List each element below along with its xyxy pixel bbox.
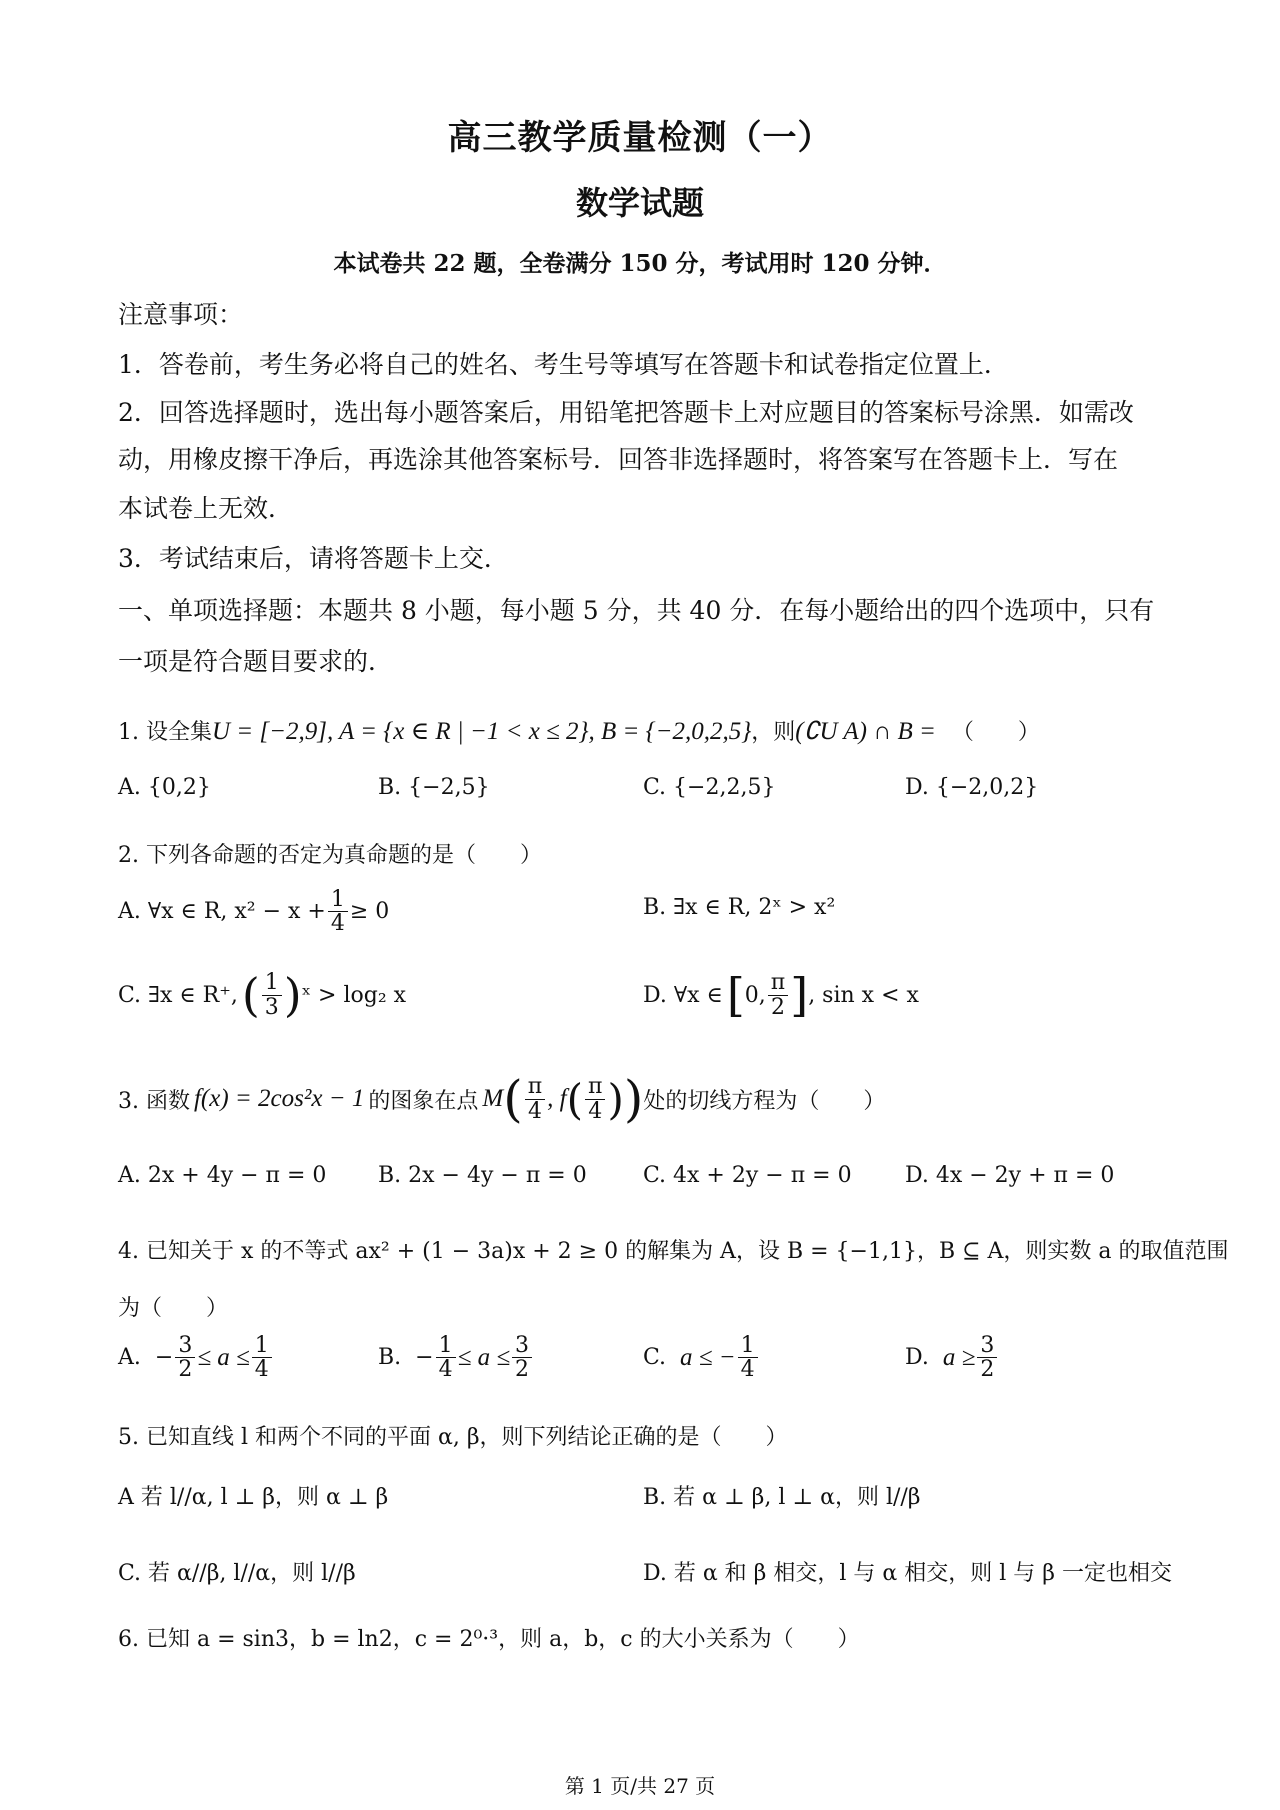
- right-paren: ): [623, 1070, 644, 1128]
- question-1-stem-text-2: ，则: [751, 720, 796, 745]
- question-5-stem: 5. 已知直线 l 和两个不同的平面 α, β，则下列结论正确的是（ ）: [118, 1425, 788, 1450]
- question-1-stem: [118, 715, 1040, 746]
- question-1-option-d: D. {−2,0,2}: [905, 775, 1039, 800]
- fraction-denominator: 2: [980, 1357, 995, 1383]
- left-paren: (: [241, 968, 260, 1022]
- fraction: [585, 1075, 605, 1122]
- option-label: D.: [905, 1345, 943, 1371]
- option-label: C.: [643, 1345, 681, 1371]
- left-paren: (: [566, 1074, 584, 1124]
- notice-item-1: 1．答卷前，考生务必将自己的姓名、考生号等填写在答题卡和试卷指定位置上．: [118, 350, 1009, 379]
- question-3-math: f(x) = 2cos²x − 1: [193, 1085, 365, 1112]
- option-d-text-2: , sin x < x: [808, 982, 919, 1008]
- fraction-numerator: 1: [252, 1334, 272, 1358]
- question-1-option-b: B. {−2,5}: [378, 775, 490, 800]
- option-c-text-2: ˣ > log₂ x: [301, 982, 407, 1008]
- fraction-denominator: 2: [178, 1357, 193, 1383]
- notice-item-3: 3．考试结束后，请将答题卡上交．: [118, 544, 509, 573]
- inequality-left: a ≥: [942, 1343, 976, 1371]
- question-2-option-a: [118, 888, 389, 935]
- fraction: [262, 971, 282, 1018]
- exam-info: 本试卷共 22 题，全卷满分 150 分，考试用时 120 分钟．: [333, 250, 947, 277]
- fraction-denominator: 4: [330, 911, 345, 937]
- fraction: [512, 1334, 532, 1381]
- fraction-numerator: 3: [977, 1334, 997, 1358]
- fraction-numerator: π: [525, 1075, 545, 1099]
- fraction-numerator: 1: [328, 888, 348, 912]
- left-paren: (: [503, 1070, 523, 1128]
- fraction-denominator: 4: [527, 1098, 542, 1124]
- fraction-numerator: 1: [738, 1334, 758, 1358]
- option-d-text: D. ∀x ∈: [643, 982, 723, 1008]
- question-4-stem-line-2: 为（ ）: [118, 1296, 229, 1321]
- fraction: [436, 1334, 456, 1381]
- right-paren: ): [283, 968, 302, 1022]
- exam-subtitle: 数学试题: [575, 184, 704, 222]
- question-1-stem-text: 1. 设全集: [118, 720, 212, 745]
- fraction-denominator: 2: [771, 994, 785, 1020]
- fraction-denominator: 3: [264, 994, 279, 1020]
- question-1-option-a: A. {0,2}: [118, 775, 211, 800]
- fraction-numerator: 3: [512, 1334, 532, 1358]
- question-2-option-d: [643, 968, 919, 1022]
- question-4-option-b: [378, 1334, 534, 1381]
- section-1-heading-line-1: 一、单项选择题：本题共 8 小题，每小题 5 分，共 40 分．在每小题给出的四个选项中，只有: [118, 596, 1155, 625]
- notice-item-2-line-1: 2．回答选择题时，选出每小题答案后，用铅笔把答题卡上对应题目的答案标号涂黑．如需改: [118, 398, 1134, 427]
- inequality-left: a ≤ −: [680, 1343, 736, 1371]
- question-3-stem-text-2: 的图象在点: [368, 1088, 479, 1114]
- question-1-math-2: (∁U A) ∩ B =: [795, 718, 936, 745]
- fraction-denominator: 4: [588, 1098, 603, 1124]
- notice-heading: 注意事项：: [118, 300, 244, 329]
- fraction-numerator: π: [585, 1075, 605, 1099]
- left-bracket: [: [726, 968, 745, 1022]
- page-footer: 第 1 页/共 27 页: [564, 1774, 716, 1798]
- question-3-stem-text: 3. 函数: [118, 1088, 190, 1114]
- option-a-text: A. ∀x ∈ R, x² − x +: [118, 899, 326, 925]
- question-4-option-c: [643, 1334, 760, 1381]
- question-2-option-c: [118, 968, 406, 1022]
- question-6-stem: 6. 已知 a = sin3，b = ln2，c = 2⁰·³，则 a，b，c 的大小关系为（ ）: [118, 1627, 860, 1652]
- function-f: , f: [547, 1085, 567, 1112]
- fraction-numerator: 3: [175, 1334, 195, 1358]
- fraction-numerator: 1: [436, 1334, 456, 1358]
- fraction: [252, 1334, 272, 1381]
- question-3-option-c: C. 4x + 2y − π = 0: [643, 1163, 852, 1188]
- question-3-stem: [118, 1070, 885, 1128]
- fraction-denominator: 4: [254, 1357, 269, 1383]
- fraction-numerator: π: [768, 971, 788, 995]
- right-bracket: ]: [790, 968, 809, 1022]
- fraction-denominator: 4: [438, 1357, 453, 1383]
- option-label: A. −: [118, 1345, 174, 1371]
- question-4-stem-line-1: 4. 已知关于 x 的不等式 ax² + (1 − 3a)x + 2 ≥ 0 的解集为 A，设 B = {−1,1}，B ⊆ A，则实数 a 的取值范围: [118, 1239, 1229, 1264]
- option-c-text: C. ∃x ∈ R⁺,: [118, 982, 238, 1008]
- question-3-point: M: [482, 1085, 504, 1112]
- fraction-denominator: 4: [740, 1357, 755, 1383]
- fraction-denominator: 2: [515, 1357, 530, 1383]
- question-5-option-c: C. 若 α//β, l//α，则 l//β: [118, 1561, 356, 1586]
- question-5-option-d: D. 若 α 和 β 相交，l 与 α 相交，则 l 与 β 一定也相交: [643, 1561, 1172, 1586]
- question-4-option-a: [118, 1334, 274, 1381]
- inequality-middle: ≤ a ≤: [197, 1343, 250, 1371]
- right-paren: ): [607, 1074, 624, 1124]
- fraction: [175, 1334, 195, 1381]
- fraction-numerator: 1: [262, 971, 282, 995]
- question-3-stem-text-3: 处的切线方程为（ ）: [643, 1088, 886, 1114]
- interval-start: 0,: [744, 982, 766, 1008]
- question-3-option-b: B. 2x − 4y − π = 0: [378, 1163, 587, 1188]
- question-3-option-d: D. 4x − 2y + π = 0: [905, 1163, 1115, 1188]
- question-1-option-c: C. {−2,2,5}: [643, 775, 776, 800]
- fraction: [328, 888, 348, 935]
- option-label: B. −: [378, 1345, 434, 1371]
- notice-item-2-line-3: 本试卷上无效．: [118, 494, 294, 523]
- question-2-option-b: B. ∃x ∈ R, 2ˣ > x²: [643, 895, 836, 920]
- inequality-middle: ≤ a ≤: [457, 1343, 511, 1371]
- answer-paren: （ ）: [951, 720, 1040, 745]
- fraction: [738, 1334, 758, 1381]
- section-1-heading-line-2: 一项是符合题目要求的．: [118, 647, 394, 676]
- fraction: [768, 971, 788, 1018]
- question-5-option-b: B. 若 α ⊥ β, l ⊥ α，则 l//β: [643, 1485, 921, 1510]
- notice-item-2-line-2: 动，用橡皮擦干净后，再选涂其他答案标号．回答非选择题时，将答案写在答题卡上．写在: [118, 445, 1119, 474]
- fraction: [525, 1075, 545, 1122]
- question-1-math: U = [−2,9], A = {x ∈ R | −1 < x ≤ 2}, B = {−2,0,2,5}: [211, 718, 752, 745]
- fraction: [977, 1334, 997, 1381]
- question-5-option-a: A 若 l//α, l ⊥ β，则 α ⊥ β: [118, 1485, 389, 1510]
- question-2-stem: 2. 下列各命题的否定为真命题的是（ ）: [118, 843, 542, 868]
- option-a-text-2: ≥ 0: [349, 899, 390, 925]
- question-4-option-d: [905, 1334, 999, 1381]
- exam-title: 高三教学质量检测（一）: [447, 118, 833, 158]
- question-3-option-a: A. 2x + 4y − π = 0: [118, 1163, 327, 1188]
